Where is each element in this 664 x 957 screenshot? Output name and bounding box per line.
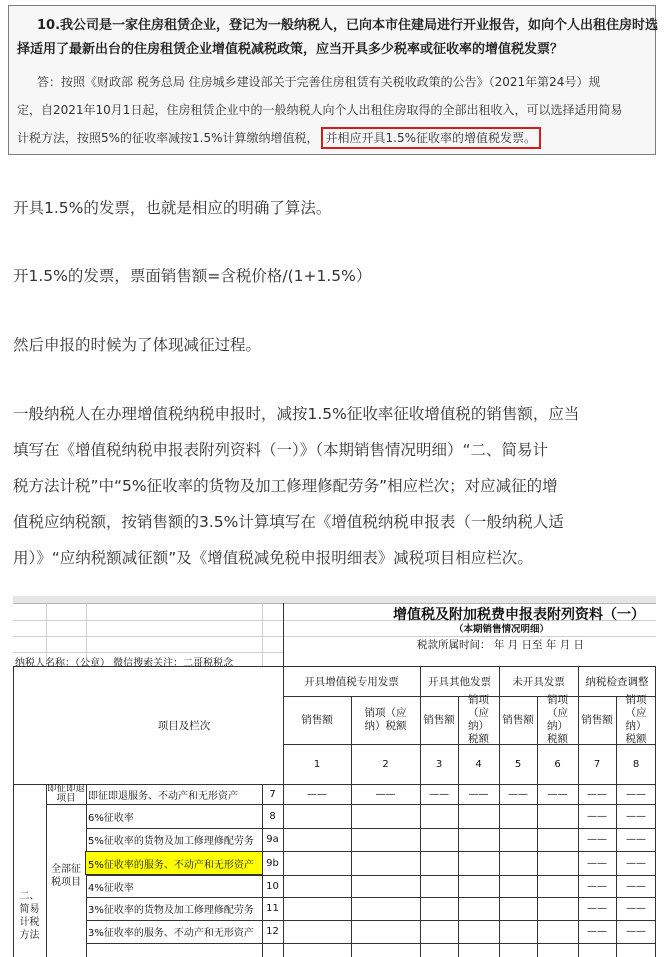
column-number: 1: [313, 758, 321, 770]
paragraph-line: 一般纳税人在办理增值税纳税申报时，减按1.5%征收率征收增值税的销售额，应当: [13, 405, 580, 423]
dash-cell: ——: [508, 788, 528, 800]
paragraph-declaration: [13, 330, 653, 360]
paragraph-line: 填写在《增值税纳税申报表附列资料（一）》（本期销售情况明细）“二、简易计: [13, 441, 549, 459]
column-number: 8: [632, 758, 640, 770]
row-number: 10: [266, 880, 279, 892]
row-label: 4%征收率: [88, 882, 134, 894]
dash-cell: ——: [307, 788, 327, 800]
dash-cell: ——: [429, 788, 449, 800]
answer-line: 定，自2021年10月1日起，住房租赁企业中的一般纳税人向个人出租住房取得的全部出租收入，可以选择适用简易: [17, 103, 623, 117]
column-header: 销售额: [581, 713, 613, 726]
answer-line-text: 计税方法，按照5%的征收率减按1.5%计算缴纳增值税，: [17, 131, 319, 145]
row-label: 3%征收率的服务、不动产和无形资产: [88, 928, 254, 939]
group-header: 未开具发票: [512, 675, 565, 688]
dash-cell: ——: [468, 788, 489, 800]
dash-cell: ——: [587, 788, 607, 800]
row-label: 3%征收率的货物及加工修理修配劳务: [88, 905, 254, 916]
category-instant-refund: 即征即退项目: [46, 784, 85, 804]
group-header: 开具其他发票: [428, 675, 491, 688]
faq-excerpt-box: [8, 5, 659, 155]
form-title: 增值税及附加税费申报表附列资料（一）: [393, 607, 645, 623]
row-label: 5%征收率的货物及加工修理修配劳务: [88, 836, 254, 847]
category-simple-method: 二、简易计税方法: [19, 890, 40, 941]
paragraph-line: 值税应纳税额，按销售额的3.5%计算填写在《增值税纳税申报表（一般纳税人适: [13, 513, 564, 531]
group-header: 纳税检查调整: [585, 675, 649, 688]
column-number: 7: [593, 758, 601, 770]
column-number: 6: [554, 758, 561, 770]
column-number: 2: [382, 758, 389, 770]
tax-period: 税款所属时间： 年 月 日至 年 月 日: [417, 639, 585, 651]
question-line: 10.我公司是一家住房租赁企业，登记为一般纳税人，已向本市住建局进行开业报告，如向个人出租住房时选: [37, 18, 659, 33]
dash-cell: ——: [587, 880, 607, 892]
tax-form-screenshot: [13, 596, 656, 957]
dash-cell: ——: [626, 834, 646, 845]
group-header: 开具增值税专用发票: [304, 675, 399, 688]
dash-cell: ——: [626, 788, 646, 800]
dash-cell: ——: [587, 903, 607, 914]
column-number: 3: [435, 758, 443, 770]
dash-cell: ——: [626, 903, 646, 914]
answer-line: 答：按照《财政部 税务总局 住房城乡建设部关于完善住房租赁有关税收政策的公告》（2021年第24号）规: [37, 75, 601, 89]
column-header: 销项（应纳）税额: [468, 694, 489, 745]
row-number: 12: [266, 926, 279, 937]
column-header: 销项（应纳）税额: [364, 707, 407, 732]
dash-cell: ——: [626, 926, 646, 937]
paragraph-invoice-rate: [13, 193, 653, 223]
row-number: 8: [269, 810, 276, 822]
dash-cell: ——: [587, 834, 607, 845]
project-header: 项目及栏次: [157, 719, 211, 732]
paragraph-text: 然后申报的时候为了体现减征过程。: [13, 336, 262, 354]
paragraph-text: 开1.5%的发票，票面销售额=含税价格/(1+1.5%）: [13, 267, 372, 285]
paragraph-filing-instructions: [13, 396, 653, 576]
faq-answer: [17, 68, 651, 152]
taxpayer-name: 纳税人名称：（公章） 微信搜索关注：二哥税税念: [15, 658, 234, 669]
paragraph-line: 用）》“应纳税额减征额”及《增值税减免税申报明细表》减税项目相应栏次。: [13, 549, 533, 567]
column-header: 销项（应纳）税额: [547, 694, 568, 745]
dash-cell: ——: [375, 788, 396, 800]
row-label: 即征即退服务、不动产和无形资产: [88, 790, 238, 802]
dash-cell: ——: [587, 857, 607, 869]
paragraph-text: 开具1.5%的发票，也就是相应的明确了算法。: [13, 199, 332, 217]
row-number: 7: [269, 788, 276, 800]
dash-cell: ——: [626, 880, 646, 892]
paragraph-line: 税方法计税”中“5%征收率的货物及加工修理修配劳务”相应栏次；对应减征的增: [13, 477, 558, 495]
row-number: 9a: [266, 834, 279, 845]
dash-cell: ——: [587, 926, 607, 937]
column-header: 销项（应纳）税额: [625, 694, 647, 745]
dash-cell: ——: [626, 810, 646, 822]
faq-question: [17, 14, 659, 62]
column-header: 销售额: [301, 713, 333, 726]
row-number: 11: [266, 903, 279, 914]
highlighted-answer: 并相应开具1.5%征收率的增值税发票。: [321, 127, 542, 149]
row-number: 9b: [266, 857, 279, 869]
column-header: 销售额: [423, 713, 455, 726]
category-full-taxable: 全部征税项目: [51, 864, 81, 888]
row-label-highlighted: 5%征收率的服务、不动产和无形资产: [86, 852, 262, 874]
question-line: 择适用了最新出台的住房租赁企业增值税减税政策，应当开具多少税率或征收率的增值税发票？: [17, 42, 564, 57]
column-number: 4: [475, 758, 482, 770]
column-header: 销售额: [502, 713, 534, 726]
dash-cell: ——: [626, 857, 646, 869]
dash-cell: ——: [587, 810, 607, 822]
paragraph-formula: [13, 261, 653, 291]
form-subtitle: （本期销售情况明细）: [454, 624, 550, 635]
column-number: 5: [514, 758, 522, 770]
dash-cell: ——: [547, 788, 568, 800]
answer-line: [17, 124, 651, 152]
row-label: 6%征收率: [88, 812, 134, 824]
